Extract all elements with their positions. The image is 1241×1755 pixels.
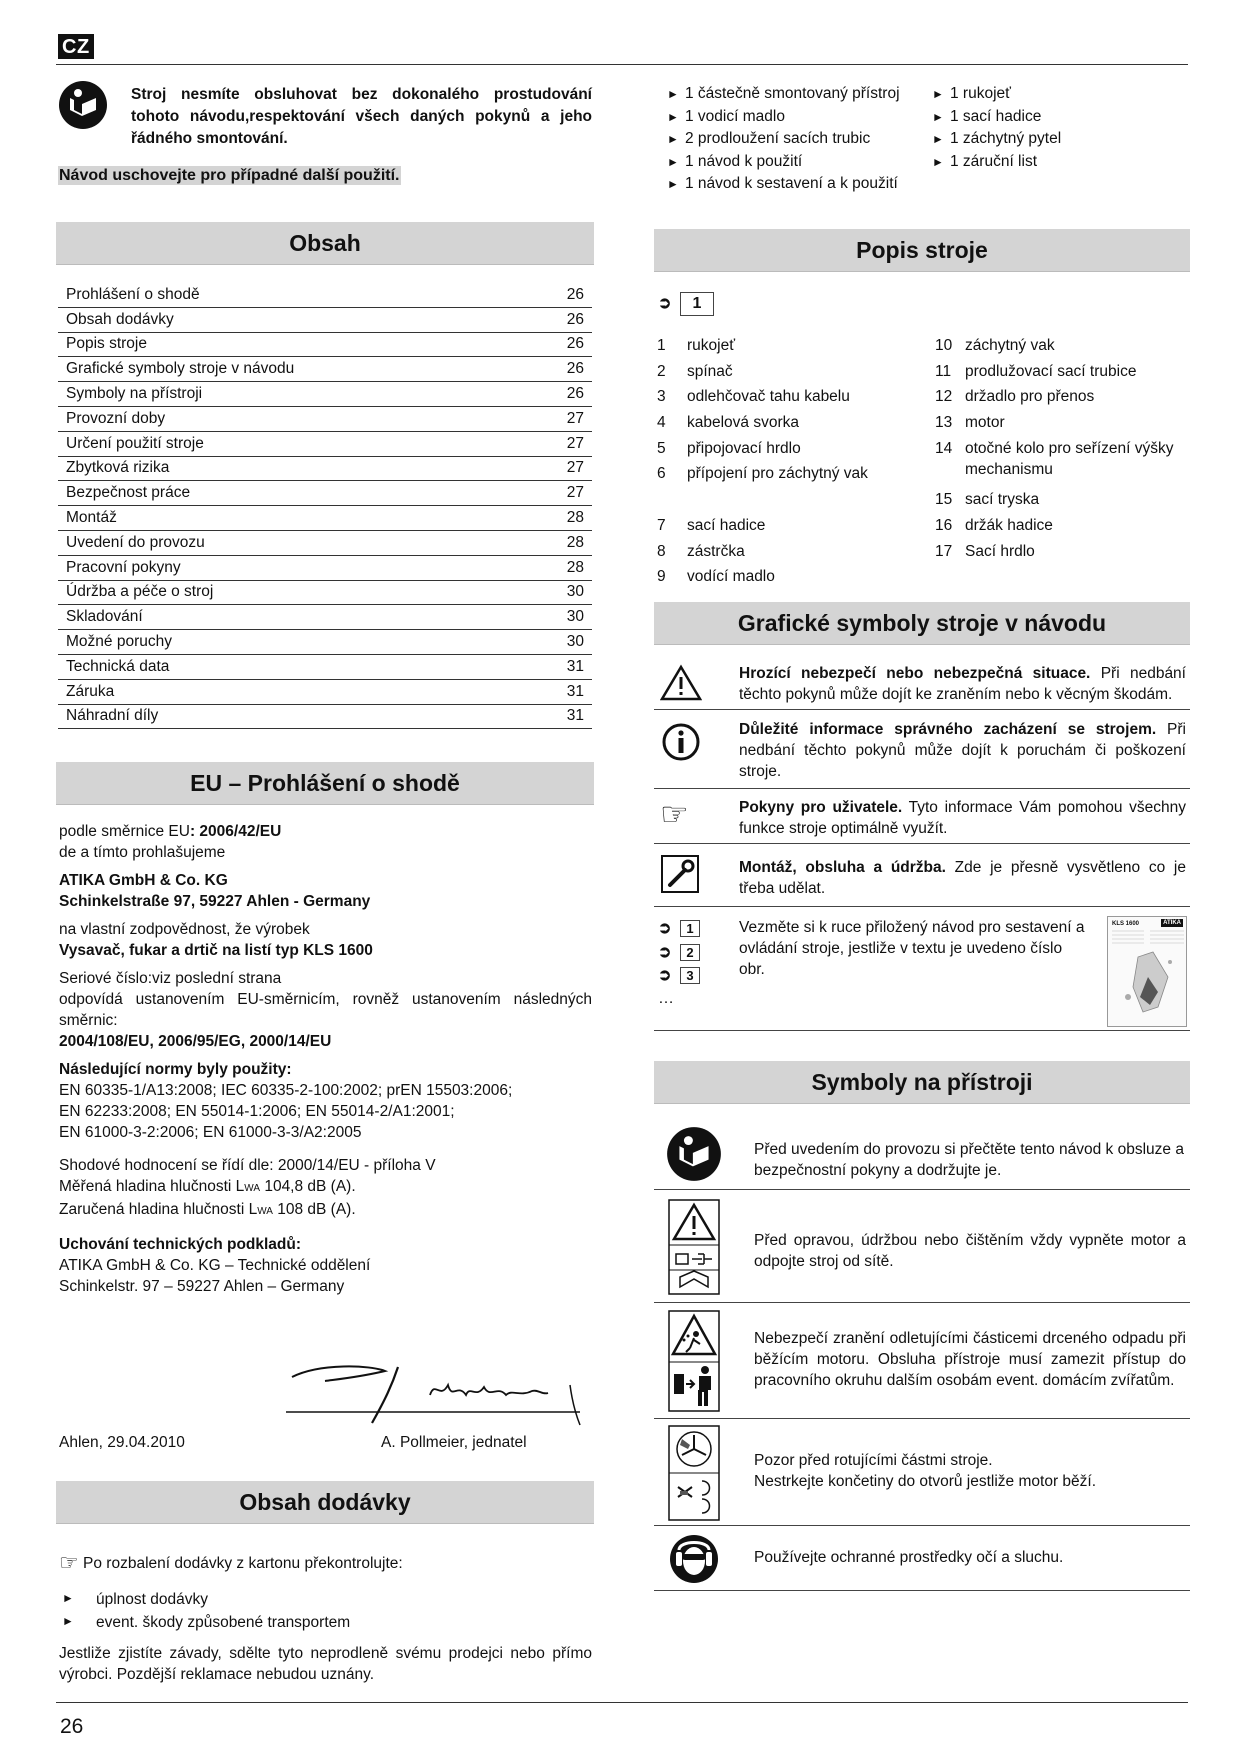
figure-ref-box: 1 xyxy=(680,920,700,937)
toc-label: Popis stroje xyxy=(66,335,147,353)
figure-ref-3 xyxy=(658,964,700,987)
symbol-assembly-text xyxy=(739,858,1186,900)
toc-page: 31 xyxy=(566,707,584,725)
symbol-user-desc: Tyto informace Vám pomohou všechny funkce stroje optimálně využít. xyxy=(739,799,1187,837)
part-item xyxy=(657,439,927,465)
toc-label: Zbytková rizika xyxy=(66,459,170,477)
toc-row xyxy=(58,283,592,308)
eu-measured-noise xyxy=(59,1176,592,1199)
eu-guaranteed-label: Zaručená hladina hlučnosti L xyxy=(59,1201,258,1218)
toc-row xyxy=(58,705,592,730)
parts-list-right xyxy=(935,336,1190,567)
figure-ref-2 xyxy=(658,940,700,963)
delivery-items-right xyxy=(932,84,1061,174)
delivery-item-text: 2 prodloužení sacích trubic xyxy=(685,130,871,147)
part-label: Sací hrdlo xyxy=(965,542,1035,560)
eu-norms-title: Následující normy byly použity: xyxy=(59,1061,292,1078)
part-label: připojovací hrdlo xyxy=(687,439,801,457)
eu-directives: 2004/108/EU, 2006/95/EG, 2000/14/EU xyxy=(59,1033,332,1050)
symbol-assembly-title: Montáž, obsluha a údržba. xyxy=(739,859,946,876)
symbol-danger-desc: Při nedbání těchto pokynů může dojít ke zraněním nebo k věcným škodám. xyxy=(739,665,1186,703)
toc-label: Prohlášení o shodě xyxy=(66,285,200,303)
delivery-intro-text: Po rozbalení dodávky z kartonu překontrolujte: xyxy=(78,1555,403,1572)
signature-signer: A. Pollmeier, jednatel xyxy=(381,1434,527,1451)
part-item xyxy=(935,516,1190,542)
symbol-info-desc: Při nedbání těchto pokynů může dojít k poruchám či poškození stroje. xyxy=(739,721,1186,780)
pointing-hand-icon: ☞ xyxy=(660,796,689,832)
part-item xyxy=(657,516,927,542)
thumbnail-title: KLS 1600 xyxy=(1112,921,1140,927)
read-manual-icon xyxy=(58,80,108,130)
delivery-check-list xyxy=(62,1590,350,1635)
device-rotating-text xyxy=(754,1451,1186,1493)
toc-row xyxy=(58,333,592,358)
toc-page: 30 xyxy=(566,583,584,601)
eu-company: ATIKA GmbH & Co. KG xyxy=(59,872,228,889)
delivery-item-text: 1 sací hadice xyxy=(950,107,1042,125)
part-label: odlehčovač tahu kabelu xyxy=(687,388,850,406)
eu-evaluation: Shodové hodnocení se řídí dle: 2000/14/EU - příloha V xyxy=(59,1157,436,1174)
toc-label: Technická data xyxy=(66,657,170,675)
toc-row xyxy=(58,481,592,506)
symbol-info-title: Důležité informace správného zacházení se strojem. xyxy=(739,721,1157,738)
part-item xyxy=(935,542,1190,568)
hook-arrow-icon: ➲ xyxy=(658,920,672,938)
device-symbols-heading: Symboly na přístroji xyxy=(654,1061,1190,1104)
manual-thumbnail xyxy=(1107,916,1187,1027)
figure-ref-more: … xyxy=(658,990,674,1008)
part-number: 11 xyxy=(935,362,952,380)
toc-row xyxy=(58,655,592,680)
device-read-text: Před uvedením do provozu si přečtěte tento návod k obsluze a bezpečnostní pokyny a dodržujte je. xyxy=(754,1141,1184,1179)
toc-page: 27 xyxy=(566,409,584,427)
part-item xyxy=(657,464,927,515)
delivery-item: ► 1 návod k sestavení a k použití xyxy=(667,174,900,197)
page-number: 26 xyxy=(60,1715,84,1738)
device-protection-text: Používejte ochranné prostředky očí a sluchu. xyxy=(754,1549,1064,1566)
toc-page: 27 xyxy=(566,459,584,477)
part-item xyxy=(657,362,927,388)
symbol-danger-text xyxy=(739,664,1186,706)
hook-arrow-icon: ➲ xyxy=(658,967,672,985)
machine-heading: Popis stroje xyxy=(654,229,1190,272)
toc-page: 27 xyxy=(566,484,584,502)
toc-label: Určení použití stroje xyxy=(66,434,204,452)
toc-row xyxy=(58,382,592,407)
symbol-user-title: Pokyny pro uživatele. xyxy=(739,799,903,816)
toc-page: 26 xyxy=(566,360,584,378)
part-number: 15 xyxy=(935,491,953,509)
toc-page: 28 xyxy=(566,558,584,576)
toc-label: Záruka xyxy=(66,682,115,700)
part-number: 14 xyxy=(935,439,953,457)
toc-label: Grafické symboly stroje v návodu xyxy=(66,360,295,378)
toc-label: Skladování xyxy=(66,608,143,626)
figure-ref-list xyxy=(658,917,700,1010)
toc-row xyxy=(58,581,592,606)
warning-text: Stroj nesmíte obsluhovat bez dokonalého prostudování tohoto návodu,respektování všech daných pokynů a jeho řádného smontování. xyxy=(131,86,592,147)
delivery-item: ► 1 sací hadice xyxy=(932,107,1061,130)
part-label: přípojení pro záchytný vak xyxy=(687,465,868,483)
toc-row xyxy=(58,357,592,382)
delivery-note: Jestliže zjistíte závady, sdělte tyto neprodleně svému prodejci nebo přímo výrobci. Pozdější reklamace nebudou uznány. xyxy=(59,1645,592,1683)
part-number: 10 xyxy=(935,337,953,354)
part-label: rukojeť xyxy=(687,337,736,354)
delivery-item-text: 1 záchytný pytel xyxy=(950,130,1062,147)
part-number: 9 xyxy=(657,568,666,586)
part-number: 2 xyxy=(657,362,666,380)
eu-guaranteed-value: 108 dB (A). xyxy=(272,1201,356,1218)
part-number: 7 xyxy=(657,516,666,534)
device-rotating-line1: Pozor před rotujícími částmi stroje. xyxy=(754,1452,993,1469)
delivery-item-text: 1 návod k sestavení a k použití xyxy=(685,175,898,192)
eu-measured-sub: WA xyxy=(244,1183,261,1194)
toc-row xyxy=(58,630,592,655)
part-number: 16 xyxy=(935,516,953,534)
part-number: 3 xyxy=(657,388,666,406)
part-item xyxy=(657,413,927,439)
flying-debris-icon xyxy=(668,1310,720,1412)
toc-page: 28 xyxy=(566,509,584,527)
eu-directive-number: : 2006/42/EU xyxy=(189,823,282,840)
toc-table xyxy=(58,283,592,729)
part-label: sací tryska xyxy=(965,491,1040,509)
toc-page: 31 xyxy=(566,682,584,700)
figure-number: 1 xyxy=(680,292,714,316)
figure-ref-box: 3 xyxy=(680,967,700,984)
part-item xyxy=(657,542,927,568)
delivery-item: ► 1 částečně smontovaný přístroj xyxy=(667,84,900,107)
ear-eye-protection-icon xyxy=(669,1534,719,1584)
part-item xyxy=(935,490,1190,516)
symbol-figure-text: Vezměte si k ruce přiložený návod pro sestavení a ovládání stroje, jestliže v textu je uvedeno číslo obr. xyxy=(739,919,1085,978)
part-number: 1 xyxy=(657,337,666,354)
keep-manual-text: Návod uschovejte pro případné další použití. xyxy=(59,167,400,184)
wrench-icon xyxy=(660,854,700,894)
toc-label: Náhradní díly xyxy=(66,707,159,725)
toc-row xyxy=(58,680,592,705)
part-number: 12 xyxy=(935,388,953,406)
signature-image xyxy=(280,1355,600,1430)
part-label: držadlo pro přenos xyxy=(965,388,1095,406)
part-item xyxy=(657,336,927,362)
toc-label: Provozní doby xyxy=(66,409,166,427)
delivery-intro xyxy=(59,1548,403,1578)
toc-label: Bezpečnost práce xyxy=(66,484,191,502)
delivery-item: ► 1 rukojeť xyxy=(932,84,1061,107)
part-label: záchytný vak xyxy=(965,337,1055,354)
toc-page: 31 xyxy=(566,657,584,675)
delivery-item: ► 1 záruční list xyxy=(932,152,1061,175)
eu-docs-line1: ATIKA GmbH & Co. KG – Technické oddělení xyxy=(59,1257,371,1274)
toc-row xyxy=(58,308,592,333)
toc-heading: Obsah xyxy=(56,222,594,265)
eu-declaration xyxy=(59,821,592,1297)
part-label: zástrčka xyxy=(687,542,745,560)
bottom-rule xyxy=(56,1702,1188,1703)
eu-docs-title: Uchování technických podkladů: xyxy=(59,1236,302,1253)
toc-row xyxy=(58,432,592,457)
language-badge: CZ xyxy=(58,34,94,59)
toc-row xyxy=(58,506,592,531)
hook-arrow-icon: ➲ xyxy=(658,295,672,313)
part-item xyxy=(935,413,1190,439)
delivery-item: ► 1 vodicí madlo xyxy=(667,107,900,130)
thumbnail-brand: ATIKA xyxy=(1163,920,1181,926)
eu-guaranteed-sub: WA xyxy=(257,1206,273,1217)
symbol-info-text xyxy=(739,720,1186,783)
toc-label: Možné poruchy xyxy=(66,633,172,651)
parts-list-left xyxy=(657,336,927,593)
part-label: otočné kolo pro seřízení výšky mechanismu xyxy=(965,439,1174,478)
delivery-check-item: ► event. škody způsobené transportem xyxy=(62,1613,350,1636)
eu-measured-label: Měřená hladina hlučnosti L xyxy=(59,1178,245,1195)
eu-conformity: odpovídá ustanovením EU-směrnicím, rovněž ustanovením následných směrnic: xyxy=(59,991,592,1029)
toc-label: Uvedení do provozu xyxy=(66,533,205,551)
hook-arrow-icon: ➲ xyxy=(658,943,672,961)
delivery-item: ► 1 záchytný pytel xyxy=(932,129,1061,152)
toc-page: 26 xyxy=(566,335,584,353)
toc-row xyxy=(58,556,592,581)
delivery-check-text: event. škody způsobené transportem xyxy=(96,1613,351,1631)
part-item xyxy=(935,439,1190,490)
eu-responsibility: na vlastní zodpovědnost, že výrobek xyxy=(59,921,310,938)
graphic-symbols-heading: Grafické symboly stroje v návodu xyxy=(654,602,1190,645)
signature-place-date: Ahlen, 29.04.2010 xyxy=(59,1434,185,1451)
eu-address: Schinkelstraße 97, 59227 Ahlen - Germany xyxy=(59,893,371,910)
part-number: 4 xyxy=(657,414,666,432)
keep-manual-note xyxy=(58,165,401,187)
toc-page: 28 xyxy=(566,533,584,551)
toc-page: 30 xyxy=(566,608,584,626)
read-manual-icon xyxy=(666,1126,722,1182)
eu-directive-prefix: podle směrnice EU xyxy=(59,823,190,840)
part-number: 17 xyxy=(935,542,953,560)
symbol-user-text xyxy=(739,798,1186,840)
eu-guaranteed-noise xyxy=(59,1199,592,1222)
device-rotating-line2: Nestrkejte končetiny do otvorů jestliže motor běží. xyxy=(754,1472,1097,1490)
delivery-item-text: 1 návod k použití xyxy=(685,152,803,170)
delivery-check-text: úplnost dodávky xyxy=(96,1591,209,1608)
eu-measured-value: 104,8 dB (A). xyxy=(260,1178,356,1195)
part-item xyxy=(935,362,1190,388)
delivery-items-left xyxy=(667,84,900,197)
unplug-warning-icon xyxy=(668,1199,720,1295)
delivery-heading: Obsah dodávky xyxy=(56,1481,594,1524)
delivery-item: ► 2 prodloužení sacích trubic xyxy=(667,129,900,152)
symbol-danger-title: Hrozící nebezpečí nebo nebezpečná situace. xyxy=(739,665,1091,682)
part-label: vodící madlo xyxy=(687,568,775,586)
toc-row xyxy=(58,531,592,556)
eu-heading: EU – Prohlášení o shodě xyxy=(56,762,594,805)
toc-page: 30 xyxy=(566,633,584,651)
toc-row xyxy=(58,605,592,630)
toc-label: Montáž xyxy=(66,509,117,527)
eu-docs-line2: Schinkelstr. 97 – 59227 Ahlen – Germany xyxy=(59,1278,345,1295)
part-item xyxy=(657,387,927,413)
part-item xyxy=(657,567,927,593)
info-icon xyxy=(661,722,701,762)
toc-row xyxy=(58,457,592,482)
toc-label: Údržba a péče o stroj xyxy=(66,583,214,601)
delivery-item: ► 1 návod k použití xyxy=(667,152,900,175)
eu-norms-line1: EN 60335-1/A13:2008; IEC 60335-2-100:2002; prEN 15503:2006; xyxy=(59,1082,513,1099)
part-label: kabelová svorka xyxy=(687,414,800,432)
pointing-hand-icon: ☞ xyxy=(59,1550,79,1575)
part-number: 5 xyxy=(657,439,666,457)
part-label: sací hadice xyxy=(687,516,766,534)
delivery-item-text: 1 rukojeť xyxy=(950,85,1011,102)
rotating-parts-icon xyxy=(668,1425,720,1521)
eu-norms-line2: EN 62233:2008; EN 55014-1:2006; EN 55014-2/A1:2001; xyxy=(59,1103,455,1120)
part-label: motor xyxy=(965,414,1005,432)
delivery-item-text: 1 záruční list xyxy=(950,152,1038,170)
toc-row xyxy=(58,407,592,432)
toc-label: Symboly na přístroji xyxy=(66,385,203,403)
toc-page: 26 xyxy=(566,285,584,303)
toc-page: 27 xyxy=(566,434,584,452)
symbol-assembly-desc: Zde je přesně vysvětleno co je třeba udělat. xyxy=(739,859,1186,897)
delivery-check-item: ► úplnost dodávky xyxy=(62,1590,350,1613)
part-label: spínač xyxy=(687,362,733,380)
figure-ref-box: 2 xyxy=(680,944,700,961)
eu-norms-line3: EN 61000-3-2:2006; EN 61000-3-3/A2:2005 xyxy=(59,1124,362,1141)
toc-label: Obsah dodávky xyxy=(66,310,174,328)
eu-product: Vysavač, fukar a drtič na listí typ KLS 1600 xyxy=(59,942,373,959)
part-label: prodlužovací sací trubice xyxy=(965,362,1137,380)
figure-reference xyxy=(658,292,714,316)
delivery-item-text: 1 vodicí madlo xyxy=(685,107,785,125)
eu-directive-line xyxy=(59,821,592,842)
part-item xyxy=(935,336,1190,362)
part-item xyxy=(935,387,1190,413)
device-debris-text: Nebezpečí zranění odletujícími částicemi drceného odpadu při běžícím motoru. Obsluha přístroje musí zamezit přístup do pracovního okruhu dalším osobám event. domácím zvířatům. xyxy=(754,1330,1186,1389)
toc-page: 26 xyxy=(566,385,584,403)
delivery-item-text: 1 částečně smontovaný přístroj xyxy=(685,85,900,102)
part-label: držák hadice xyxy=(965,516,1053,534)
eu-serial: Seriové číslo:viz poslední strana xyxy=(59,970,282,987)
toc-label: Pracovní pokyny xyxy=(66,558,181,576)
figure-ref-1 xyxy=(658,917,700,940)
device-unplug-text: Před opravou, údržbou nebo čištěním vždy vypněte motor a odpojte stroj od sítě. xyxy=(754,1232,1186,1270)
thumbnail-drawing xyxy=(1108,917,1188,1028)
part-number: 8 xyxy=(657,542,666,560)
toc-page: 26 xyxy=(566,310,584,328)
part-number: 13 xyxy=(935,414,953,432)
top-rule xyxy=(56,64,1188,65)
eu-declare-line: de a tímto prohlašujeme xyxy=(59,844,226,861)
part-number: 6 xyxy=(657,465,666,483)
warning-triangle-icon xyxy=(660,664,702,702)
